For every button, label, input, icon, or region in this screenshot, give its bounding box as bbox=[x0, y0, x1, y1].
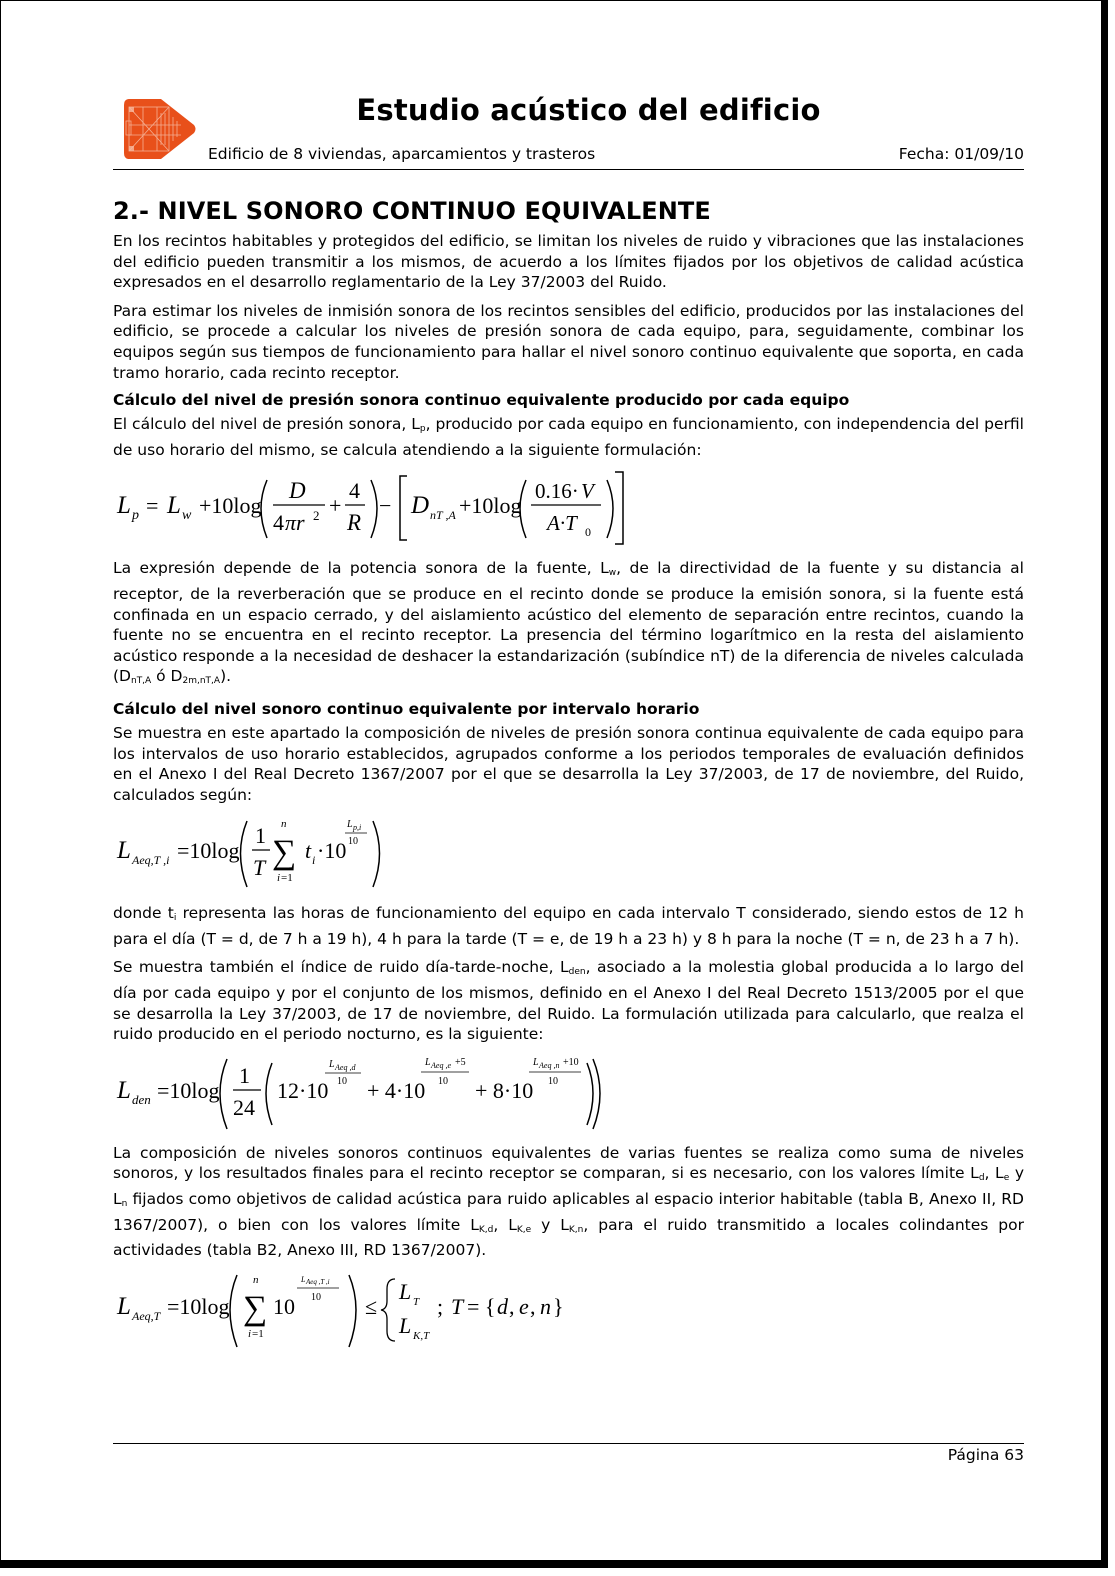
svg-text:=: = bbox=[146, 493, 159, 519]
svg-text:+ 4·10: + 4·10 bbox=[367, 1077, 426, 1103]
pressure-paragraph-1: El cálculo del nivel de presión sonora, $L_p$, producido por cada equipo en funcionamiento, con independencia del perfil de uso horario del mismo, se calcula atendiendo a la siguiente formulación: bbox=[113, 415, 1024, 459]
svg-text:i: i bbox=[248, 1327, 252, 1340]
svg-text:p: p bbox=[132, 508, 139, 524]
svg-text:L: L bbox=[167, 492, 181, 520]
svg-text:4: 4 bbox=[349, 478, 360, 504]
interval-paragraph-2: donde $t_i$ representa las horas de funcionamiento del equipo en cada intervalo T considerado, siendo estos de 12 h para el día (T = d, de 7 h a 19 h), 4 h para la tarde (T = e, de 19 h a 23 h) y 8 h para la noche (T = n, de 23 h a 7 h). bbox=[113, 904, 1024, 948]
svg-text:Aeq ,T ,i: Aeq ,T ,i bbox=[306, 1277, 330, 1286]
svg-text:+10: +10 bbox=[563, 1056, 579, 1068]
formula-laeq-sum-graphic bbox=[115, 1269, 585, 1351]
svg-text:0.16·: 0.16· bbox=[535, 479, 579, 504]
svg-text:den: den bbox=[132, 1091, 151, 1107]
svg-text:T: T bbox=[451, 1293, 464, 1319]
svg-text:∑: ∑ bbox=[272, 834, 297, 872]
formula-sound-pressure-level bbox=[115, 468, 1024, 548]
svg-text:= {: = { bbox=[467, 1293, 496, 1319]
svg-text:Aeq ,n: Aeq ,n bbox=[539, 1060, 560, 1070]
svg-text:t: t bbox=[305, 838, 312, 864]
svg-text:+10log: +10log bbox=[199, 493, 262, 519]
svg-text:+10log: +10log bbox=[459, 493, 522, 519]
svg-text:,: , bbox=[509, 1293, 515, 1319]
formula-laeq-sum-limit bbox=[115, 1269, 1024, 1351]
page-content bbox=[113, 197, 1024, 1361]
svg-text:L: L bbox=[533, 1056, 539, 1068]
svg-text:d: d bbox=[497, 1293, 508, 1319]
svg-text:10: 10 bbox=[311, 1291, 321, 1303]
svg-text:≤: ≤ bbox=[365, 1293, 378, 1319]
svg-text:nT ,A: nT ,A bbox=[430, 508, 456, 523]
svg-text:R: R bbox=[347, 510, 362, 536]
footer-divider bbox=[113, 1443, 1024, 1444]
page-header bbox=[113, 91, 1024, 171]
svg-text:D: D bbox=[411, 492, 430, 520]
svg-text:πr: πr bbox=[285, 510, 305, 536]
formula-lden bbox=[115, 1053, 1024, 1133]
formula-lp-graphic bbox=[115, 468, 635, 548]
svg-text:L: L bbox=[301, 1274, 306, 1284]
subsection-title-interval: Cálculo del nivel sonoro continuo equivalente por intervalo horario bbox=[113, 699, 700, 718]
interval-paragraph-1: Se muestra en este apartado la composición de niveles de presión sonora continua equivalente de cada equipo para los intervalos de uso horario establecidos, agrupados conforme a los periodos temporales de evaluación definidos en el Anexo I del Real Decreto 1367/2007 por el que se desarrolla la Ley 37/2003, de 17 de noviembre, del Ruido, calculados según: bbox=[113, 723, 1024, 804]
formula-laeq-interval bbox=[115, 813, 1024, 893]
svg-text:n: n bbox=[253, 1273, 259, 1286]
svg-text:V: V bbox=[581, 479, 594, 504]
svg-text:T: T bbox=[413, 1295, 420, 1308]
svg-text:1: 1 bbox=[255, 823, 266, 849]
svg-text:L: L bbox=[117, 492, 131, 520]
svg-text:}: } bbox=[553, 1293, 564, 1319]
formula-lden-graphic bbox=[115, 1053, 615, 1133]
svg-text:1: 1 bbox=[239, 1062, 250, 1088]
document-subtitle: Edificio de 8 viviendas, aparcamientos y trasteros bbox=[208, 145, 596, 163]
svg-text:K,T: K,T bbox=[413, 1329, 430, 1342]
svg-text:10: 10 bbox=[348, 836, 358, 848]
svg-text:L: L bbox=[425, 1056, 431, 1068]
page-footer bbox=[113, 1443, 1024, 1464]
svg-text:=1: =1 bbox=[281, 872, 293, 885]
svg-text:p,i: p,i bbox=[353, 823, 362, 833]
composition-paragraph: La composición de niveles sonoros continuos equivalentes de varias fuentes se realiza como suma de niveles sonoros, y los resultados finales para el recinto receptor se comparan, si es necesario, con los valores límite $L_d$, $L_e$ y $L_n$ fijados como objetivos de calidad acústica para ruido aplicables al espacio interior habitable (tabla B, Anexo II, RD 1367/2007), o bien con los valores límite $L_{K,d}$, $L_{K,e}$ y $L_{K,n}$, para el ruido transmitido a locales colindantes por actividades (tabla B2, Anexo III, RD 1367/2007). bbox=[113, 1143, 1025, 1260]
intro-paragraph-1: En los recintos habitables y protegidos del edificio, se limitan los niveles de ruido y vibraciones que las instalaciones del edificio pueden transmitir a los mismos, de acuerdo a los límites fijados por los objetivos de calidad acústica expresados en el desarrollo reglamentario de la Ley 37/2003 del Ruido. bbox=[113, 232, 1024, 292]
svg-text:=10log: =10log bbox=[157, 1077, 220, 1103]
svg-text:12·10: 12·10 bbox=[277, 1077, 329, 1103]
interval-paragraph-3: Se muestra también el índice de ruido día-tarde-noche, $L_{den}$, asociado a la molestia global producida a lo largo del día por cada equipo y por el conjunto de los mismos, definido en el Anexo I del Real Decreto 1513/2005 por el que se desarrolla la Ley 37/2003, de 17 de noviembre, del Ruido. La formulación utilizada para calcularlo, que realza el ruido producido en el periodo nocturno, es la siguiente: bbox=[113, 958, 1024, 1044]
svg-text:2: 2 bbox=[313, 508, 320, 524]
pressure-paragraph-2: La expresión depende de la potencia sonora de la fuente, $L_w$, de la directividad de la fuente y su distancia al receptor, de la reverberación que se produce en el recinto donde se produce la emisión sonora, si la fuente está confinada en un espacio cerrado, y del aislamiento acústico del elemento de separación entre recintos, cuando la fuente no se encuentra en el recinto receptor. La presencia del término logarítmico en la resta del aislamiento acústico responde a la necesidad de deshacer la estandarización (subíndice nT) de la diferencia de niveles calculada ($D_{nT,A}$ ó $D_{2m,nT,A}$). bbox=[113, 559, 1024, 687]
svg-text:L: L bbox=[117, 1292, 131, 1320]
svg-text:−: − bbox=[379, 493, 392, 519]
svg-text:10: 10 bbox=[438, 1075, 448, 1087]
formula-laeq-graphic bbox=[115, 813, 415, 893]
svg-text:;: ; bbox=[437, 1293, 444, 1319]
svg-text:+5: +5 bbox=[455, 1056, 466, 1068]
svg-text:A·T: A·T bbox=[547, 511, 577, 536]
svg-text:0: 0 bbox=[585, 525, 591, 540]
page-number: Página 63 bbox=[947, 1446, 1024, 1464]
svg-text:i: i bbox=[312, 853, 316, 868]
document-date: Fecha: 01/09/10 bbox=[898, 145, 1024, 163]
svg-text:Aeq ,e: Aeq ,e bbox=[431, 1060, 451, 1070]
svg-text:=1: =1 bbox=[252, 1327, 264, 1340]
subsection-title-pressure: Cálculo del nivel de presión sonora continuo equivalente producido por cada equipo bbox=[113, 391, 850, 410]
svg-text:·10: ·10 bbox=[317, 838, 347, 864]
svg-text:D: D bbox=[289, 478, 306, 504]
svg-text:n: n bbox=[540, 1293, 551, 1319]
svg-text:+: + bbox=[329, 493, 342, 519]
header-divider bbox=[113, 169, 1024, 170]
svg-text:e: e bbox=[519, 1293, 529, 1319]
svg-text:T: T bbox=[253, 855, 266, 881]
svg-text:L: L bbox=[399, 1278, 412, 1304]
svg-text:L: L bbox=[347, 819, 353, 831]
svg-text:∑: ∑ bbox=[243, 1289, 268, 1327]
svg-text:10: 10 bbox=[273, 1293, 295, 1319]
svg-text:L: L bbox=[399, 1312, 412, 1338]
svg-text:Aeq,T: Aeq,T bbox=[132, 1308, 161, 1323]
svg-text:,: , bbox=[530, 1293, 536, 1319]
intro-paragraph-2: Para estimar los niveles de inmisión sonora de los recintos sensibles del edificio, producidos por las instalaciones del edificio, se procede a calcular los niveles de presión sonora de cada equipo, para, seguidamente, combinar los equipos según sus tiempos de funcionamiento para hallar el nivel sonoro continuo equivalente que soporta, en cada tramo horario, cada recinto receptor. bbox=[113, 301, 1024, 382]
svg-text:i: i bbox=[277, 872, 281, 885]
svg-text:Aeq ,d: Aeq ,d bbox=[335, 1062, 356, 1072]
svg-text:n: n bbox=[281, 818, 287, 831]
svg-text:L: L bbox=[117, 837, 131, 865]
svg-text:+ 8·10: + 8·10 bbox=[475, 1077, 534, 1103]
document-title: Estudio acústico del edificio bbox=[356, 93, 821, 127]
svg-text:w: w bbox=[182, 508, 192, 524]
svg-text:=10log: =10log bbox=[167, 1293, 230, 1319]
svg-text:24: 24 bbox=[233, 1094, 255, 1120]
svg-text:10: 10 bbox=[337, 1075, 347, 1087]
svg-text:=10log: =10log bbox=[177, 838, 240, 864]
svg-text:4: 4 bbox=[273, 510, 284, 536]
section-title: 2.- NIVEL SONORO CONTINUO EQUIVALENTE bbox=[113, 197, 711, 225]
svg-text:L: L bbox=[117, 1076, 131, 1104]
svg-text:Aeq,T ,i: Aeq,T ,i bbox=[132, 853, 170, 868]
svg-text:10: 10 bbox=[548, 1075, 558, 1087]
svg-text:L: L bbox=[329, 1058, 335, 1070]
